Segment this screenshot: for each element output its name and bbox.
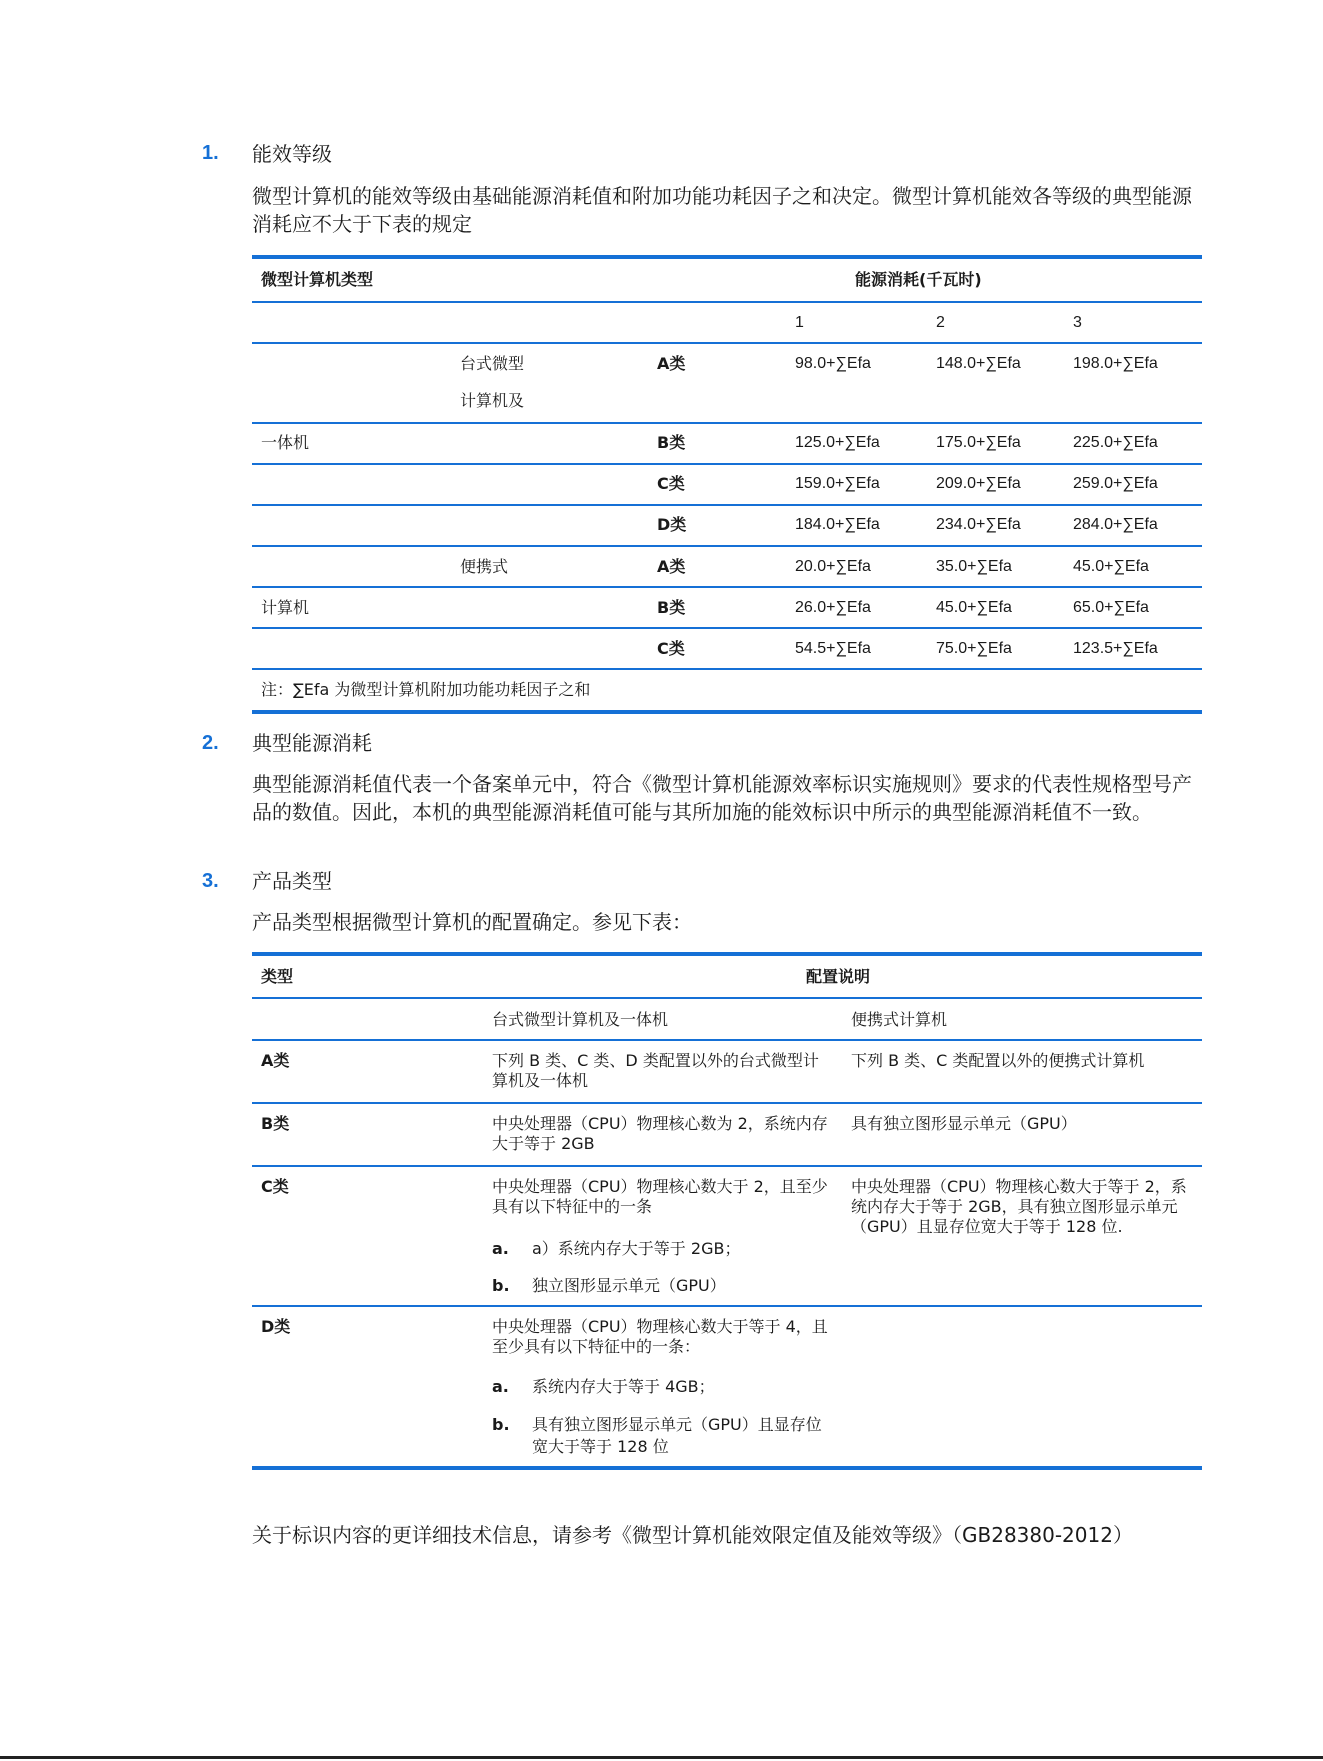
- group-portable-label: 便携式: [460, 557, 509, 576]
- table-cell-portable: 具有独立图形显示单元（GPU）: [851, 1114, 1077, 1133]
- table-cell-value: 198.0+∑Efa: [1073, 355, 1158, 372]
- group-desktop-label: 一体机: [261, 433, 310, 452]
- section-3-title: 产品类型: [252, 869, 332, 893]
- list-marker: a.: [492, 1239, 509, 1258]
- table-cell-value: 35.0+∑Efa: [936, 558, 1012, 575]
- table-cell-value: 209.0+∑Efa: [936, 475, 1021, 492]
- table-cell-value: 148.0+∑Efa: [936, 355, 1021, 372]
- table-rule: [252, 1466, 1202, 1470]
- level-1-header: 1: [795, 314, 804, 331]
- table-row-type: D类: [261, 1317, 291, 1336]
- level-3-header: 3: [1073, 314, 1082, 331]
- table-cell-value: 26.0+∑Efa: [795, 599, 871, 616]
- section-3-number: 3.: [202, 870, 219, 892]
- table-row-class: B类: [657, 433, 686, 452]
- list-marker: b.: [492, 1415, 510, 1434]
- table-row-class: A类: [657, 354, 686, 373]
- table-cell-portable: 中央处理器（CPU）物理核心数大于等于 2，系统内存大于等于 2GB，具有独立图形显示单元（GPU）且显存位宽大于等于 128 位.: [851, 1177, 1187, 1236]
- column-header-portable: 便携式计算机: [851, 1010, 948, 1029]
- table-rule: [252, 710, 1202, 714]
- table-cell-portable: 下列 B 类、C 类配置以外的便携式计算机: [851, 1051, 1145, 1070]
- table-cell-value: 284.0+∑Efa: [1073, 516, 1158, 533]
- table-rule: [252, 1039, 1202, 1041]
- table-cell-value: 45.0+∑Efa: [1073, 558, 1149, 575]
- table-row-class: C类: [657, 639, 685, 658]
- list-marker: a.: [492, 1377, 509, 1396]
- table-cell-desktop: 中央处理器（CPU）物理核心数大于 2，且至少具有以下特征中的一条: [492, 1177, 828, 1216]
- table-cell-value: 45.0+∑Efa: [936, 599, 1012, 616]
- table-cell-value: 98.0+∑Efa: [795, 355, 871, 372]
- page-bottom-border: [0, 1756, 1323, 1759]
- table-rule: [252, 545, 1202, 547]
- table-rule: [252, 1165, 1202, 1167]
- reference-paragraph: 关于标识内容的更详细技术信息，请参考《微型计算机能效限定值及能效等级》（GB28380-2012）: [252, 1523, 1133, 1547]
- table-row-type: C类: [261, 1177, 289, 1196]
- column-header-desktop: 台式微型计算机及一体机: [492, 1010, 669, 1029]
- table-cell-desktop: 下列 B 类、C 类、D 类配置以外的台式微型计算机及一体机: [492, 1051, 819, 1090]
- table-row-class: A类: [657, 557, 686, 576]
- table-rule: [252, 997, 1202, 999]
- table-header-energy: 能源消耗(千瓦时): [855, 270, 982, 289]
- section-2-number: 2.: [202, 732, 219, 754]
- table-row-class: D类: [657, 515, 687, 534]
- table-cell-desktop: 中央处理器（CPU）物理核心数为 2，系统内存大于等于 2GB: [492, 1114, 828, 1153]
- table-header-config: 配置说明: [806, 967, 871, 986]
- list-item: 系统内存大于等于 4GB；: [532, 1377, 715, 1396]
- table-rule: [252, 504, 1202, 506]
- table-cell-value: 65.0+∑Efa: [1073, 599, 1149, 616]
- table-cell-value: 75.0+∑Efa: [936, 640, 1012, 657]
- table-rule: [252, 1305, 1202, 1307]
- table-cell-value: 123.5+∑Efa: [1073, 640, 1158, 657]
- section-1-paragraph: 微型计算机的能效等级由基础能源消耗值和附加功能功耗因子之和决定。微型计算机能效各等级的典型能源消耗应不大于下表的规定: [252, 184, 1192, 236]
- table-row-class: C类: [657, 474, 685, 493]
- table-note: 注：∑Efa 为微型计算机附加功能功耗因子之和: [261, 680, 591, 699]
- list-item: a）系统内存大于等于 2GB；: [532, 1239, 741, 1258]
- group-desktop-label: 计算机及: [460, 391, 525, 410]
- table-cell-value: 125.0+∑Efa: [795, 434, 880, 451]
- table-cell-value: 234.0+∑Efa: [936, 516, 1021, 533]
- table-rule: [252, 952, 1202, 956]
- table-rule: [252, 586, 1202, 588]
- section-2-paragraph: 典型能源消耗值代表一个备案单元中，符合《微型计算机能源效率标识实施规则》要求的代表性规格型号产品的数值。因此，本机的典型能源消耗值可能与其所加施的能效标识中所示的典型能源消耗值不一致。: [252, 772, 1192, 824]
- list-item: 独立图形显示单元（GPU）: [532, 1276, 726, 1295]
- list-item: 具有独立图形显示单元（GPU）且显存位宽大于等于 128 位: [532, 1415, 822, 1456]
- section-1-title: 能效等级: [252, 142, 332, 166]
- table-cell-value: 175.0+∑Efa: [936, 434, 1021, 451]
- table-cell-value: 54.5+∑Efa: [795, 640, 871, 657]
- table-cell-value: 259.0+∑Efa: [1073, 475, 1158, 492]
- table-rule: [252, 1102, 1202, 1104]
- section-3-paragraph: 产品类型根据微型计算机的配置确定。参见下表：: [252, 910, 692, 934]
- section-2-title: 典型能源消耗: [252, 731, 372, 755]
- list-marker: b.: [492, 1276, 510, 1295]
- table-rule: [252, 668, 1202, 670]
- section-1-number: 1.: [202, 142, 219, 164]
- table-cell-value: 20.0+∑Efa: [795, 558, 871, 575]
- table-cell-desktop: 中央处理器（CPU）物理核心数大于等于 4，且至少具有以下特征中的一条：: [492, 1317, 828, 1356]
- group-desktop-label: 台式微型: [460, 354, 525, 373]
- table-rule: [252, 422, 1202, 424]
- table-row-type: B类: [261, 1114, 290, 1133]
- table-row-class: B类: [657, 598, 686, 617]
- table-cell-value: 225.0+∑Efa: [1073, 434, 1158, 451]
- table-row-type: A类: [261, 1051, 290, 1070]
- table-cell-value: 159.0+∑Efa: [795, 475, 880, 492]
- table-rule: [252, 342, 1202, 344]
- group-portable-label: 计算机: [261, 598, 310, 617]
- table-rule: [252, 301, 1202, 303]
- level-2-header: 2: [936, 314, 945, 331]
- table-header-type: 微型计算机类型: [261, 270, 374, 289]
- table-rule: [252, 627, 1202, 629]
- table-rule: [252, 255, 1202, 259]
- table-header-type: 类型: [261, 967, 294, 986]
- table-rule: [252, 463, 1202, 465]
- table-cell-value: 184.0+∑Efa: [795, 516, 880, 533]
